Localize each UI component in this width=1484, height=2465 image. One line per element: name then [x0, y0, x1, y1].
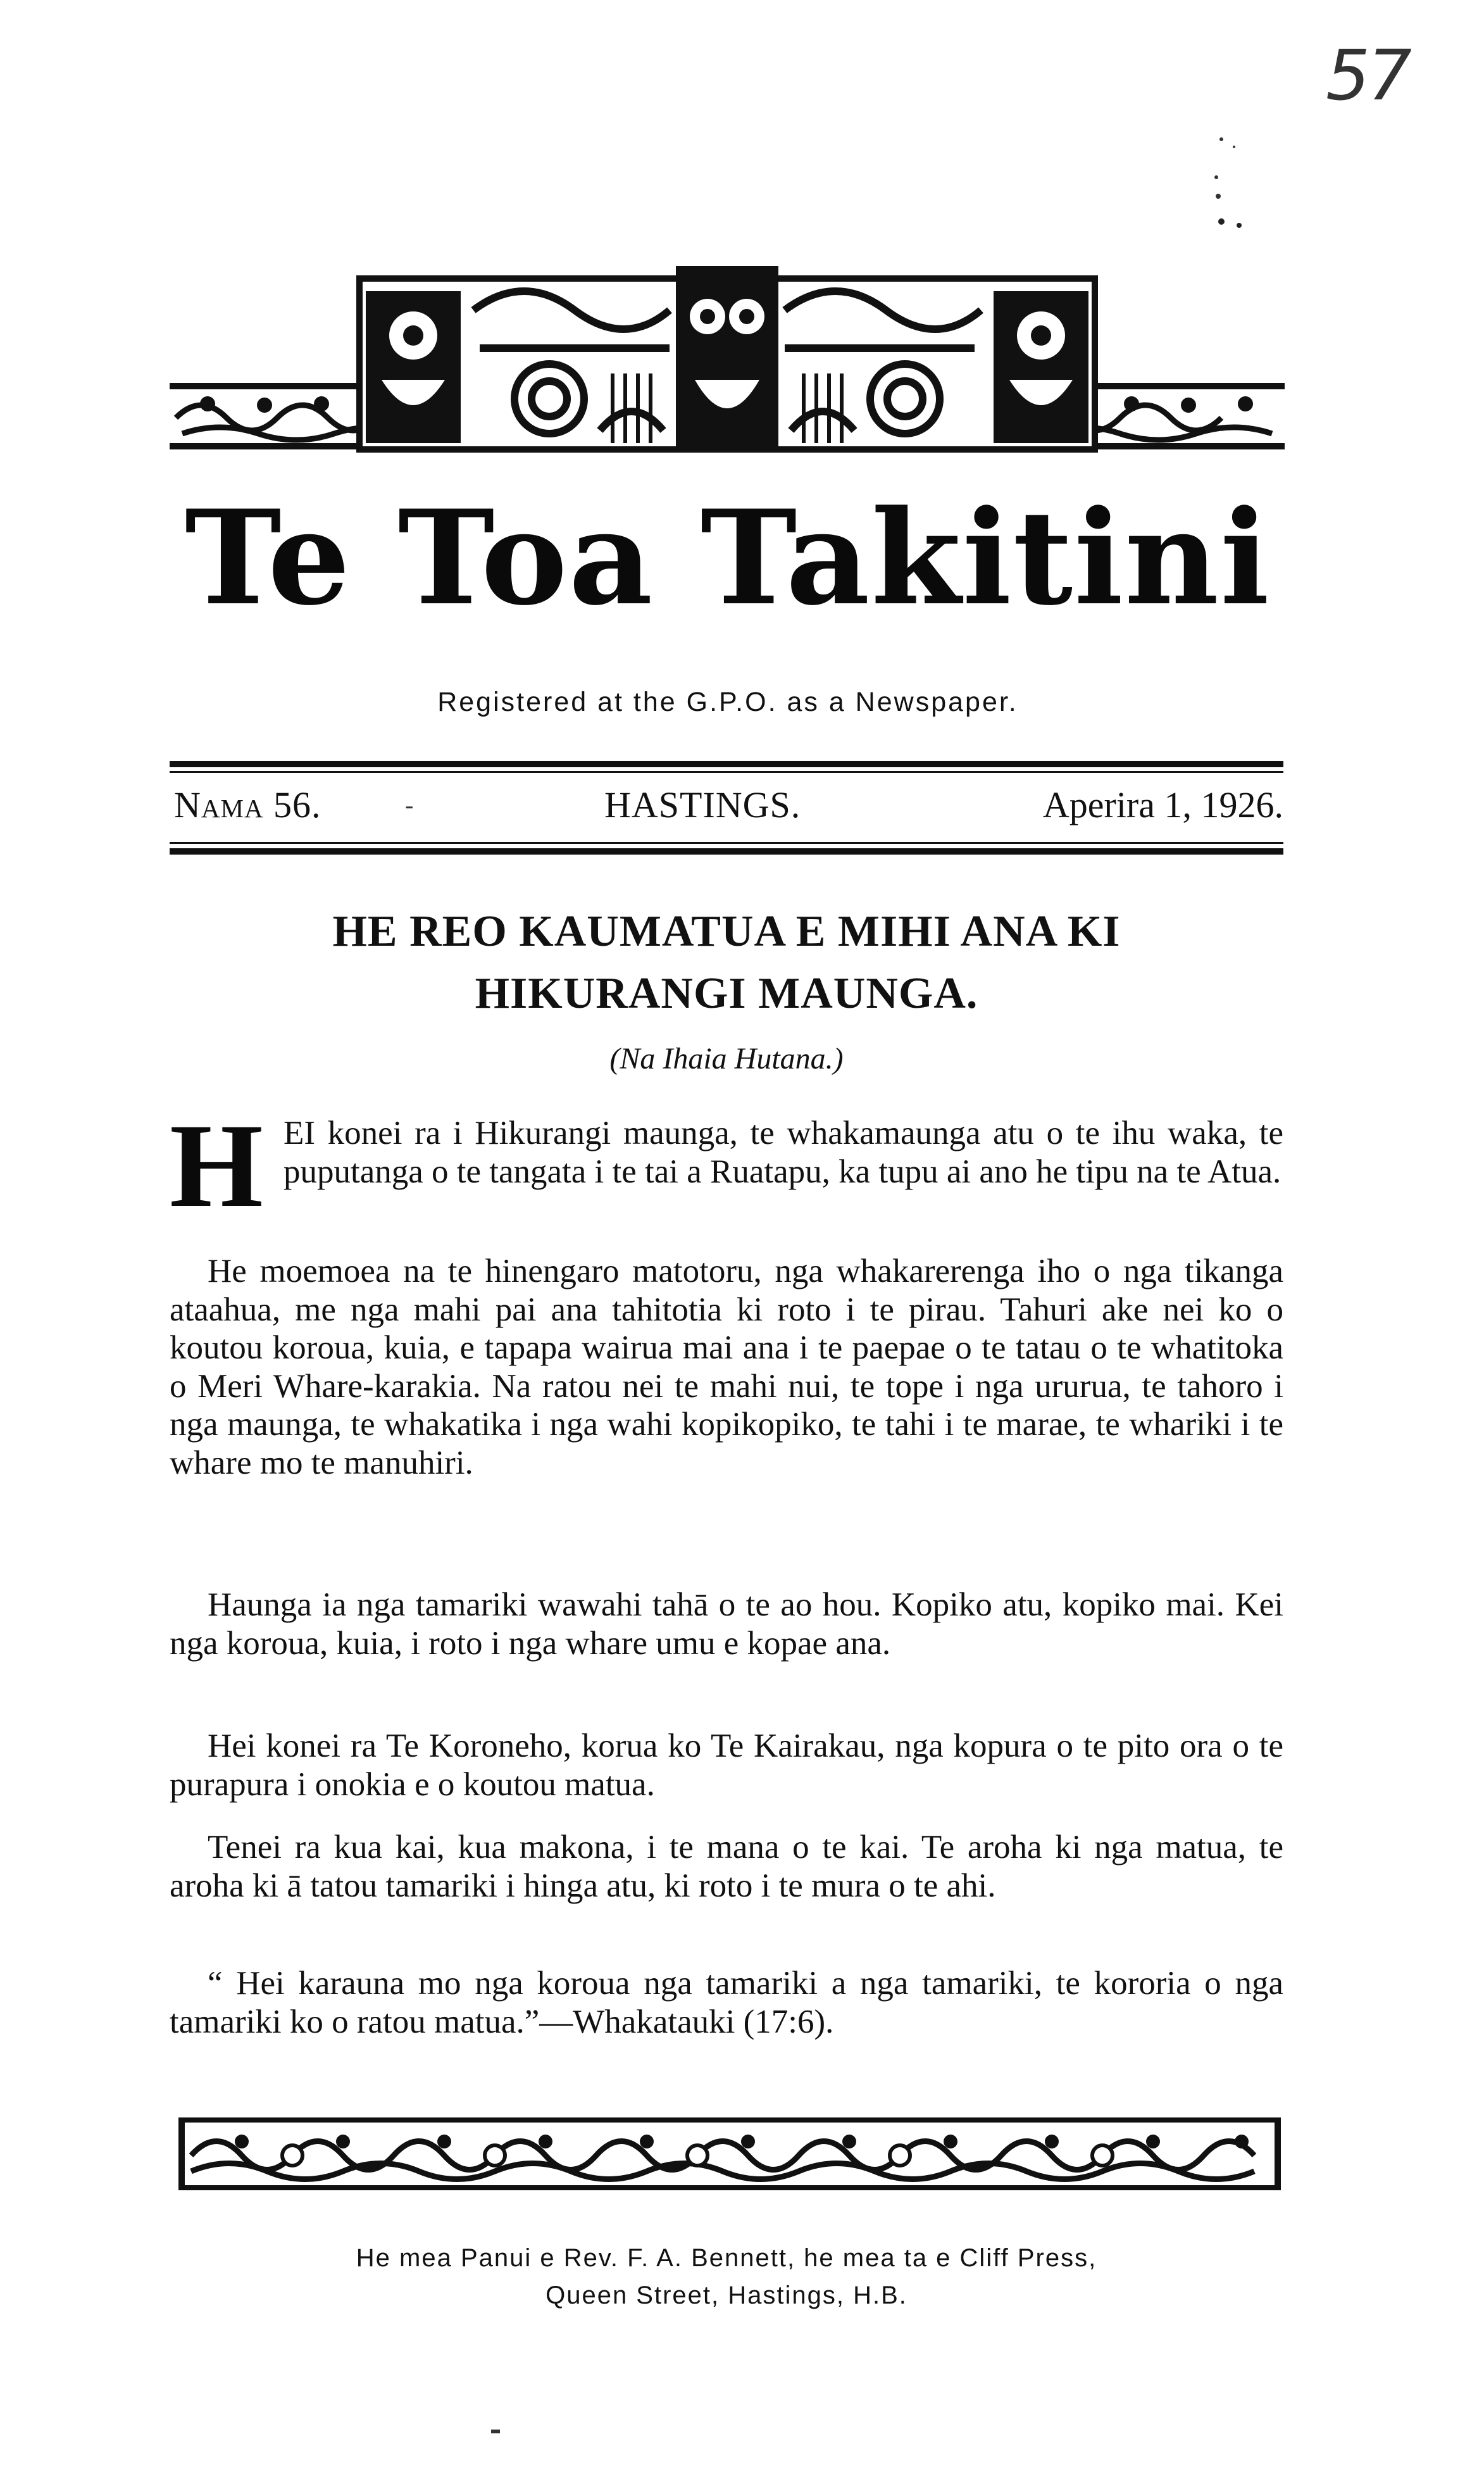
top-carved-ornament [170, 253, 1285, 456]
rule-top-thick [170, 761, 1283, 767]
rule-top-thin [170, 771, 1283, 773]
issue-number-text: Nama 56. [174, 784, 321, 825]
paragraph-text: Haunga ia nga tamariki wawahi tahā o te ao hou. Kopiko atu, kopiko mai. Kei nga koroua, kuia, i roto i nga whare umu e kopae ana. [170, 1586, 1283, 1662]
printer-credit-line2: Queen Street, Hastings, H.B. [546, 2281, 907, 2309]
ink-specks [1202, 133, 1253, 241]
article-headline-line2: HIKURANGI MAUNGA. [475, 969, 978, 1018]
drop-cap: H [170, 1100, 263, 1232]
page-mark [491, 2430, 500, 2433]
rule-bottom-thin [170, 842, 1283, 844]
paragraph-text: Hei konei ra Te Koroneho, korua ko Te Kairakau, nga kopura o te pito ora o te purapura i onokia e o koutou matua. [170, 1728, 1283, 1803]
printer-credit-line1: He mea Panui e Rev. F. A. Bennett, he mea ta e Cliff Press, [356, 2244, 1097, 2272]
registration-note: Registered at the G.P.O. as a Newspaper. [437, 687, 1018, 717]
article-paragraph-3 [170, 1586, 1283, 1662]
masthead-title: Te Toa Takitini [185, 482, 1271, 634]
rule-bottom-thick [170, 848, 1283, 855]
paragraph-text: “ Hei karauna mo nga koroua nga tamariki a nga tamariki, te kororia o nga tamariki ko o ratou matua.”—Whakatauki (17:6). [170, 1965, 1283, 2040]
article-paragraph-1 [170, 1114, 1283, 1191]
paragraph-text: Tenei ra kua kai, kua makona, i te mana o te kai. Te aroha ki nga matua, te aroha ki ā tatou tamariki i hinga atu, ki roto i te mura o te ahi. [170, 1829, 1283, 1904]
issue-number [174, 784, 321, 826]
bottom-kowhaiwhai-ornament [178, 2117, 1281, 2190]
article-paragraph-6 [170, 1964, 1283, 2041]
paragraph-text: He moemoea na te hinengaro matotoru, nga whakarerenga iho o nga tikanga ataahua, me nga mahi pai ana tahitotia ki roto i te pirau. Tahuri ake nei ko o koutou koroua, kuia, e tapapa wairua mai ana i te paepae o te tatau o te whatitoka o Meri Whare-karakia. Na ratou nei te mahi nui, te tope i nga ururua, te tahoro i nga maunga, te whakatika i nga wahi kopikopiko, te tahi i te marae, te whariki i te whare mo te manuhiri. [170, 1253, 1283, 1481]
paragraph-text: EI konei ra i Hikurangi maunga, te whakamaunga atu o te ihu waka, te puputanga o te tangata i te tai a Ruatapu, ka tupu ai ano he tipu na te Atua. [284, 1115, 1283, 1190]
article-byline: (Na Ihaia Hutana.) [609, 1042, 844, 1076]
issue-place: HASTINGS. [604, 784, 801, 825]
issue-date: Aperira 1, 1926. [1042, 784, 1283, 825]
archive-number: 57 [1326, 35, 1409, 116]
article-headline-line1: HE REO KAUMATUA E MIHI ANA KI [332, 907, 1121, 956]
article-paragraph-5 [170, 1828, 1283, 1905]
article-paragraph-2 [170, 1252, 1283, 1482]
issue-tick: - [405, 791, 414, 819]
article-paragraph-4 [170, 1727, 1283, 1803]
